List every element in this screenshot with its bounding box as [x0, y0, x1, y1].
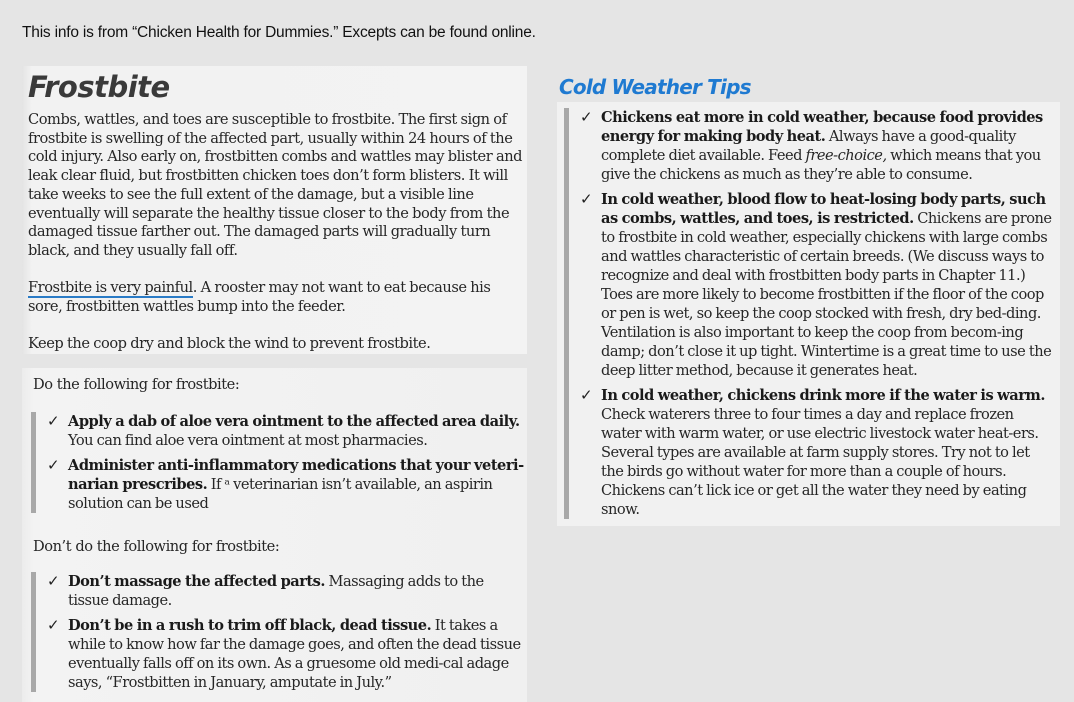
- check-icon: ✓: [47, 412, 60, 430]
- frostbite-paragraph-2: [28, 279, 524, 316]
- check-icon: ✓: [580, 190, 593, 208]
- frostbite-paragraph-1: Combs, wattles, and toes are susceptible to frostbite. The first sign of frostbite is swelling of the affected part, usually within 24 hours of the cold injury. Also early on, frostbitten combs and wattles may blister and leak clear fluid, but frostbitten chicken toes don’t form blisters. It will take weeks to see the full extent of the damage, but a visible line eventually will separate the healthy tissue closer to the body from the damaged tissue farther out. The damaged parts will gradually turn black, and they usually fall off.: [28, 111, 523, 259]
- list-item-text: It takes a while to know how far the damage goes, and often the dead tissue eventually falls off on its own. As a gruesome old medi-cal adage says, “Frostbitten in January, amputate in July.”: [68, 617, 521, 691]
- check-icon: ✓: [47, 456, 60, 474]
- frostbite-title: Frostbite: [28, 70, 170, 104]
- list-item-text: If ᵃ veterinarian isn’t available, an aspirin solution can be used: [68, 476, 493, 512]
- do-list: [31, 412, 527, 513]
- frostbite-panel: [22, 66, 527, 354]
- list-item-bold: Administer anti-inflammatory medications that your veteri-narian prescribes.: [68, 457, 524, 493]
- list-item-bold: Apply a dab of aloe vera ointment to the affected area daily.: [68, 413, 520, 430]
- list-item-bold: Don’t be in a rush to trim off black, dead tissue.: [68, 617, 432, 634]
- frostbite-paragraph-3: Keep the coop dry and block the wind to prevent frostbite.: [28, 335, 431, 352]
- dont-list: [31, 572, 527, 692]
- tips-panel: [557, 102, 1060, 526]
- list-item-text: Massaging adds to the tissue damage.: [68, 573, 484, 609]
- list-item-text: Chickens are prone to frostbite in cold weather, especially chickens with large combs and wattles characteristic of certain breeds. (We discuss ways to recognize and deal with frostbitten body parts in Chapter 11.) Toes are more likely to become frostbitten if the floor of the coop or pen is wet, so keep the coop stocked with fresh, dry bed-ding. Ventilation is also important to keep the coop from becom-ing damp; don’t close it up tight. Wintertime is a great time to use the deep litter method, because it generates heat.: [601, 210, 1052, 379]
- list-item: [564, 190, 1054, 380]
- tips-title: Cold Weather Tips: [559, 75, 751, 99]
- list-item: [31, 412, 527, 450]
- check-icon: ✓: [47, 572, 60, 590]
- list-item: [31, 572, 527, 610]
- list-item: [31, 616, 527, 692]
- list-item: [564, 386, 1054, 519]
- check-icon: ✓: [580, 108, 593, 126]
- intro-note: This info is from “Chicken Health for Dummies.” Excepts can be found online.: [22, 24, 536, 41]
- painful-highlight: Frostbite is very painful: [28, 279, 193, 296]
- do-list-lead: Do the following for frostbite:: [33, 376, 240, 393]
- list-item: [31, 456, 527, 513]
- list-item-text: You can find aloe vera ointment at most pharmacies.: [68, 432, 428, 449]
- tips-list: [564, 108, 1054, 519]
- list-item-bold: Chickens eat more in cold weather, because food provides energy for making body heat.: [601, 109, 1043, 145]
- list-item-text: Always have a good-quality complete diet available. Feed: [601, 128, 1016, 164]
- list-item-text: Check waterers three to four times a day and replace frozen water with warm water, or use electric livestock water heat-ers. Several types are available at farm supply stores. Try not to let the birds go without water for more than a couple of hours. Chickens can’t lick ice or get all the water they need by eating snow.: [601, 406, 1039, 518]
- dont-list-lead: Don’t do the following for frostbite:: [33, 538, 280, 555]
- list-item-italic: free-choice,: [805, 147, 887, 164]
- frostbite-care-panel: [22, 368, 527, 702]
- list-item-bold: In cold weather, chickens drink more if the water is warm.: [601, 387, 1045, 404]
- list-item-text: which means that you give the chickens as much as they’re able to consume.: [601, 147, 1041, 183]
- list-item-bold: In cold weather, blood flow to heat-losing body parts, such as combs, wattles, and toes, is restricted.: [601, 191, 1046, 227]
- frostbite-paragraph-2-rest: . A rooster may not want to eat because his sore, frostbitten wattles bump into the feeder.: [28, 279, 491, 315]
- list-item: [564, 108, 1054, 184]
- list-item-bold: Don’t massage the affected parts.: [68, 573, 325, 590]
- check-icon: ✓: [580, 386, 593, 404]
- check-icon: ✓: [47, 616, 60, 634]
